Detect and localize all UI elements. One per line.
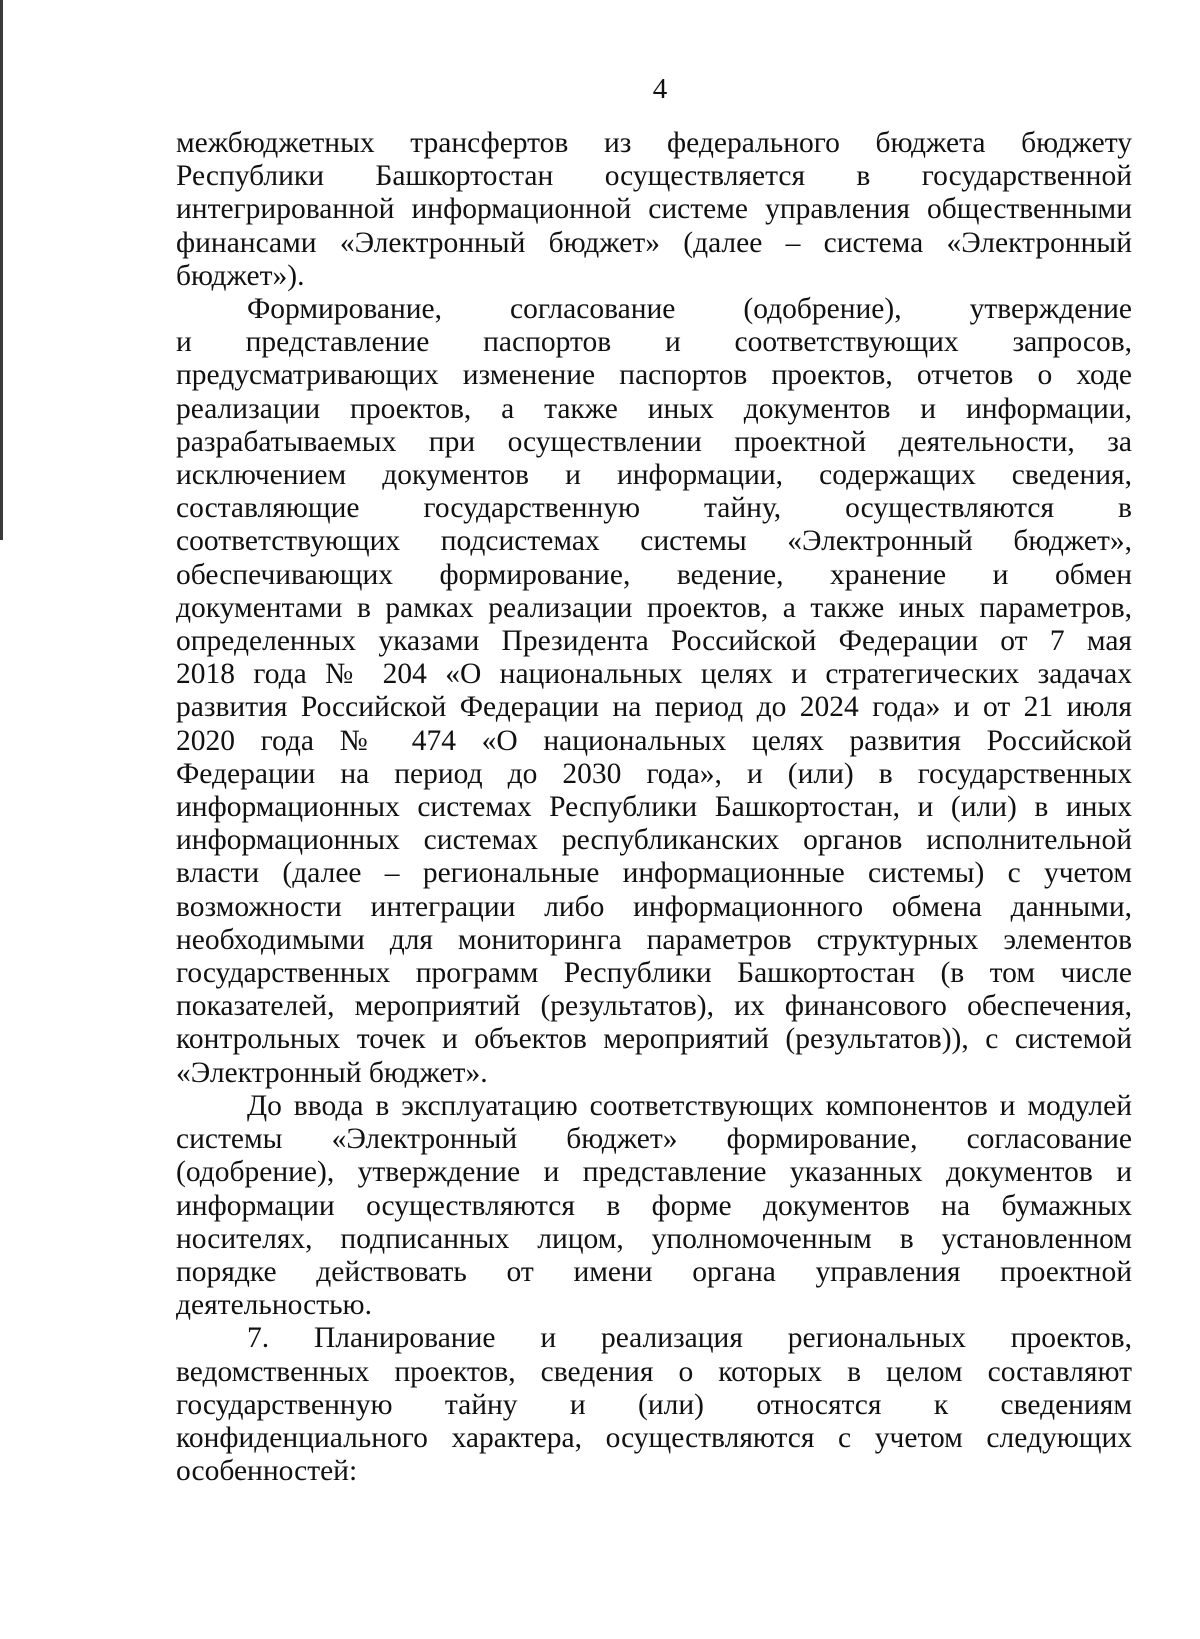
text-line: исключением документов и информации, содержащих сведения, xyxy=(176,459,1132,492)
text-line: межбюджетных трансфертов из федерального бюджета бюджету xyxy=(176,127,1132,159)
text-line: Республики Башкортостан осуществляется в государственной xyxy=(176,160,1132,193)
text-line: 7. Планирование и реализация региональных проектов, xyxy=(247,1322,1132,1355)
text-line: контрольных точек и объектов мероприятий (результатов)), с системой xyxy=(176,1023,1132,1056)
text-line: необходимыми для мониторинга параметров структурных элементов xyxy=(176,923,1132,956)
text-line: документами в рамках реализации проектов, а также иных параметров, xyxy=(176,591,1132,624)
text-line: 2020 года № 474 «О национальных целях развития Российской xyxy=(176,724,1132,757)
text-line: ведомственных проектов, сведения о которых в целом составляют xyxy=(176,1355,1132,1388)
text-line: информационных системах республиканских органов исполнительной xyxy=(176,824,1132,857)
text-line: информации осуществляются в форме документов на бумажных xyxy=(176,1189,1132,1222)
text-line: финансами «Электронный бюджет» (далее – система «Электронный xyxy=(176,226,1132,259)
text-line: соответствующих подсистемах системы «Электронный бюджет», xyxy=(176,525,1132,558)
text-line: носителях, подписанных лицом, уполномоченным в установленном xyxy=(176,1222,1132,1255)
text-line: особенностей: xyxy=(176,1455,358,1488)
paragraph-1 xyxy=(176,127,1132,293)
text-line: 2018 года № 204 «О национальных целях и стратегических задачах xyxy=(176,658,1132,691)
text-line: Федерации на период до 2030 года», и (или) в государственных xyxy=(176,757,1132,790)
text-line: порядке действовать от имени органа управления проектной xyxy=(176,1255,1132,1288)
text-line: государственную тайну и (или) относятся к сведениям xyxy=(176,1388,1132,1421)
text-line: определенных указами Президента Российской Федерации от 7 мая xyxy=(176,625,1132,658)
text-line: До ввода в эксплуатацию соответствующих компонентов и модулей xyxy=(247,1089,1132,1122)
text-line: возможности интеграции либо информационного обмена данными, xyxy=(176,890,1132,923)
text-line: составляющие государственную тайну, осуществляются в xyxy=(176,492,1132,525)
paragraph-4 xyxy=(176,1322,1132,1488)
document-body xyxy=(176,127,1132,1488)
text-line: обеспечивающих формирование, ведение, хранение и обмен xyxy=(176,558,1132,591)
text-line: разрабатываемых при осуществлении проектной деятельности, за xyxy=(176,425,1132,458)
text-line: показателей, мероприятий (результатов), их финансового обеспечения, xyxy=(176,990,1132,1023)
text-line: власти (далее – региональные информационные системы) с учетом xyxy=(176,857,1132,890)
text-line: бюджет»). xyxy=(176,259,305,292)
text-line: деятельностью. xyxy=(176,1289,372,1322)
text-line: Формирование, согласование (одобрение), утверждение xyxy=(247,293,1132,326)
text-line: конфиденциального характера, осуществляются с учетом следующих xyxy=(176,1421,1132,1454)
paragraph-2 xyxy=(176,293,1132,1090)
text-line: системы «Электронный бюджет» формирование, согласование xyxy=(176,1123,1132,1156)
page-number: 4 xyxy=(652,73,668,105)
text-line: информационных системах Республики Башкортостан, и (или) в иных xyxy=(176,791,1132,824)
text-line: развития Российской Федерации на период до 2024 года» и от 21 июля xyxy=(176,691,1132,724)
text-line: (одобрение), утверждение и представление указанных документов и xyxy=(176,1156,1132,1189)
text-line: и представление паспортов и соответствующих запросов, xyxy=(176,326,1132,359)
text-line: реализации проектов, а также иных документов и информации, xyxy=(176,392,1132,425)
text-line: предусматривающих изменение паспортов проектов, отчетов о ходе xyxy=(176,359,1132,392)
text-line: государственных программ Республики Башкортостан (в том числе xyxy=(176,957,1132,990)
text-line: «Электронный бюджет». xyxy=(176,1056,488,1089)
paragraph-3 xyxy=(176,1090,1132,1322)
text-line: интегрированной информационной системе управления общественными xyxy=(176,193,1132,226)
